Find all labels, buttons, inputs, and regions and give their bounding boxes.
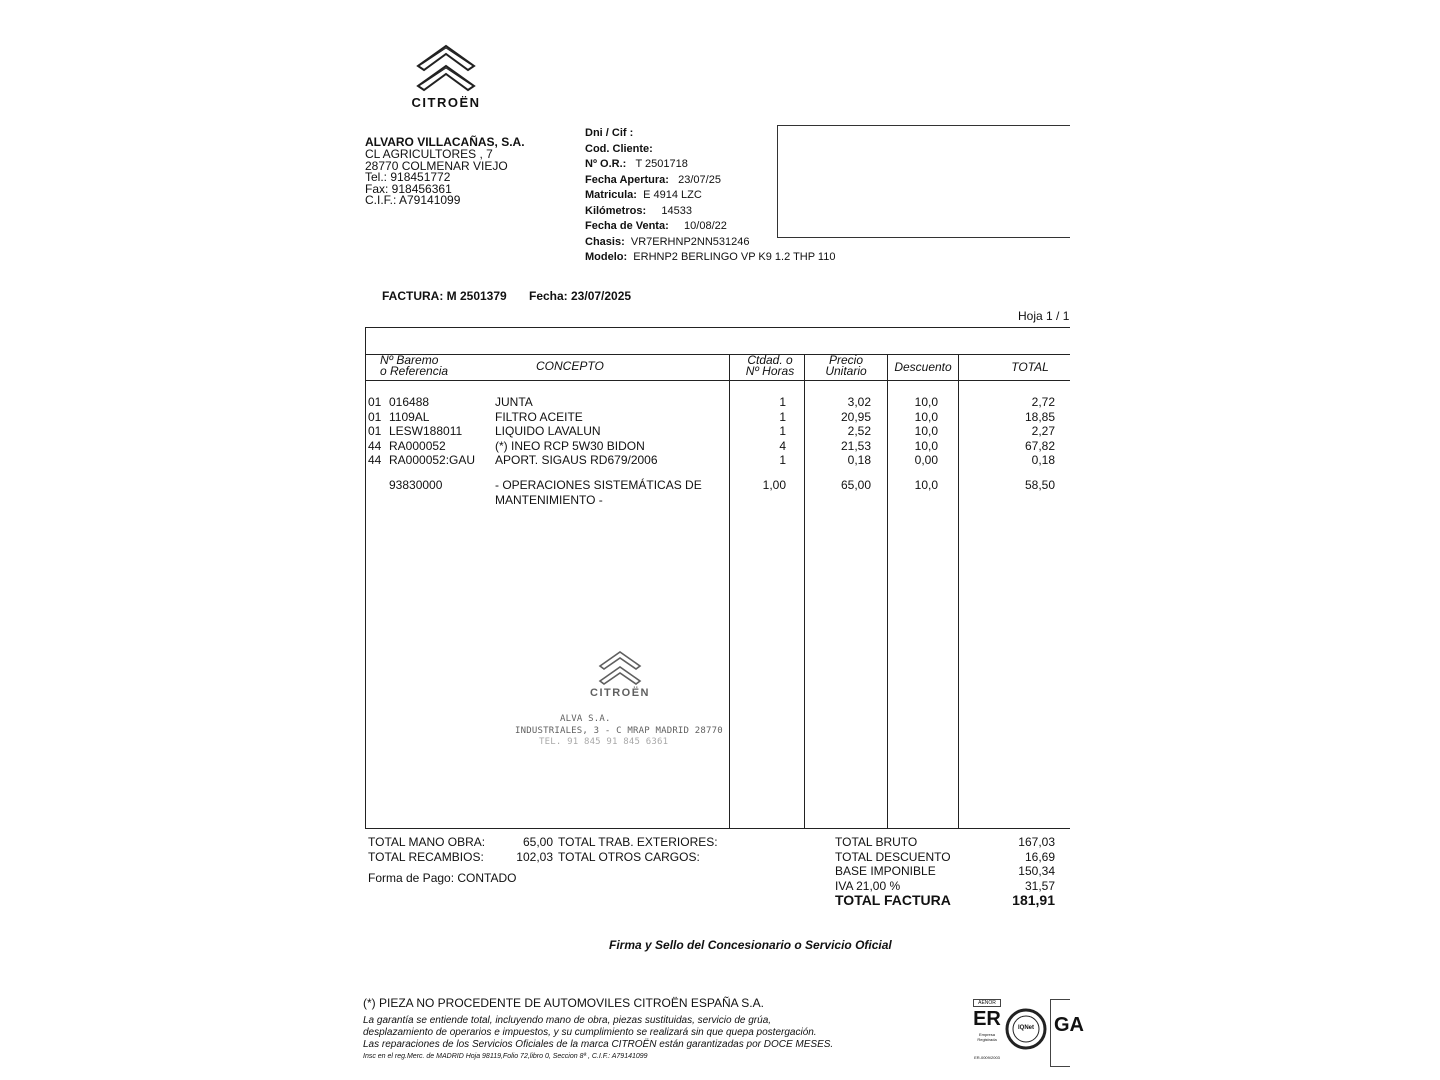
non-original-parts-notice: (*) PIEZA NO PROCEDENTE DE AUTOMOVILES CITROËN ESPAÑA S.A. — [363, 996, 764, 1010]
header-quantity: Ctdad. o Nº Horas — [745, 353, 795, 378]
item-concept: APORT. SIGAUS RD679/2006 — [495, 453, 658, 467]
item-code: 01 — [368, 395, 382, 409]
table-row — [368, 424, 1058, 439]
item-discount: 10,0 — [914, 395, 938, 409]
parts-total-value: 102,03 — [516, 850, 553, 864]
item-total: 2,72 — [1031, 395, 1055, 409]
item-concept: LIQUIDO LAVALUN — [495, 424, 601, 438]
item-qty: 1 — [779, 453, 786, 467]
item-concept: FILTRO ACEITE — [495, 409, 583, 424]
item-concept: JUNTA — [495, 395, 533, 409]
item-total: 67,82 — [1024, 438, 1055, 453]
client-address-box — [777, 125, 1070, 238]
item-ref: 016488 — [389, 395, 430, 409]
vehicle-row-sale-date: Fecha de Venta: 10/08/22 — [585, 220, 727, 232]
item-price: 20,95 — [840, 409, 871, 424]
discount-total-label: TOTAL DESCUENTO — [835, 849, 951, 864]
labor-concept-line1: - OPERACIONES SISTEMÁTICAS DE — [495, 478, 702, 492]
gross-total-value: 167,03 — [1018, 835, 1055, 849]
invoice-number: FACTURA: M 2501379 — [382, 289, 507, 303]
dealer-name: ALVARO VILLACAÑAS, S.A. — [365, 135, 525, 149]
vehicle-row-chassis: Chasis: VR7ERHNP2NN531246 — [585, 235, 750, 248]
table-top-line — [365, 327, 1070, 328]
header-unit-price: Precio Unitario — [825, 353, 867, 378]
tax-base-value: 150,34 — [1018, 864, 1055, 878]
vat-value: 31,57 — [1024, 878, 1055, 893]
dealer-stamp — [505, 648, 730, 758]
page-indicator: Hoja 1 / 1 — [1018, 309, 1070, 323]
table-bottom-line — [365, 828, 1070, 829]
dealer-cif: C.I.F.: A79141099 — [365, 193, 461, 207]
dealer-tel: Tel.: 918451772 — [365, 170, 451, 184]
er-code: ER-0009/2003 — [974, 1055, 1000, 1060]
item-code: 01 — [368, 409, 382, 424]
vat-label: IVA 21,00 % — [835, 878, 901, 893]
item-concept: (*) INEO RCP 5W30 BIDON — [495, 438, 645, 453]
vehicle-row-km: Kilómetros: 14533 — [585, 204, 692, 217]
item-qty: 1 — [779, 424, 786, 438]
item-ref: RA000052:GAU — [389, 453, 476, 467]
labor-price: 65,00 — [840, 478, 871, 492]
invoice-total-label: TOTAL FACTURA — [835, 892, 951, 908]
other-charges-label: TOTAL OTROS CARGOS: — [558, 850, 700, 864]
table-row — [368, 410, 1058, 425]
labor-total-label: TOTAL MANO OBRA: — [368, 835, 486, 849]
vehicle-row-or: Nº O.R.: T 2501718 — [585, 158, 688, 170]
item-qty: 1 — [779, 395, 786, 409]
signature-caption: Firma y Sello del Concesionario o Servicio Oficial — [609, 938, 892, 952]
gross-total-label: TOTAL BRUTO — [835, 835, 918, 849]
vehicle-row-plate: Matricula: E 4914 LZC — [585, 189, 702, 201]
warranty-line-1: La garantía se entiende total, incluyendo mano de obra, piezas sustituidas, servicio de grúa, — [363, 1015, 772, 1026]
stamp-wordmark: CITROËN — [590, 687, 650, 699]
citroen-logo — [398, 40, 494, 112]
registry-info: Insc en el reg.Merc. de MADRID Hoja 98119,Folio 72,libro 0, Seccion 8ª , C.I.F.: A79141099 — [363, 1053, 648, 1060]
item-total: 18,85 — [1024, 409, 1055, 424]
item-discount: 0,00 — [914, 453, 938, 467]
er-mark: ER — [973, 1008, 1001, 1030]
item-qty: 4 — [779, 438, 786, 453]
vehicle-row-opening-date: Fecha Apertura: 23/07/25 — [585, 173, 721, 186]
dealer-street: CL AGRICULTORES , 7 — [365, 147, 493, 161]
warranty-line-2: desplazamiento de operarios e impuestos, y su cumplimiento se realizará sin que quepa postergación. — [363, 1027, 817, 1038]
item-discount: 10,0 — [914, 409, 938, 424]
item-ref: 1109AL — [389, 409, 430, 424]
er-subtitle: Empresa Registrada — [977, 1032, 997, 1042]
labor-total-value: 65,00 — [522, 835, 553, 849]
item-code: 44 — [368, 438, 382, 453]
ga-mark: GA — [1054, 1014, 1084, 1036]
table-row — [368, 395, 1058, 410]
warranty-line-3: Las reparaciones de los Servicios Oficiales de la marca CITROËN están garantizadas por DOCE MESES. — [363, 1039, 834, 1050]
stamp-line-3: TEL. 91 845 91 845 6361 — [539, 737, 669, 747]
item-qty: 1 — [779, 409, 786, 424]
citroen-chevrons-icon — [398, 40, 494, 96]
item-ref: LESW188011 — [389, 424, 463, 438]
invoice-date: Fecha: 23/07/2025 — [529, 289, 632, 303]
external-work-label: TOTAL TRAB. EXTERIORES: — [558, 835, 718, 849]
vehicle-row-client-code: Cod. Cliente: — [585, 142, 653, 155]
item-ref: RA000052 — [389, 438, 446, 453]
dealer-block — [365, 135, 525, 207]
aenor-er-seal — [973, 999, 1001, 1065]
item-total: 2,27 — [1031, 424, 1055, 438]
labor-total: 58,50 — [1024, 478, 1055, 492]
tax-base-label: BASE IMPONIBLE — [835, 864, 936, 878]
stamp-chevrons-icon — [590, 648, 650, 688]
discount-total-value: 16,69 — [1024, 849, 1055, 864]
table-header-bottom-line — [365, 380, 1070, 381]
stamp-line-2: INDUSTRIALES, 3 - C MRAP MADRID 28770 — [515, 726, 723, 736]
labor-qty: 1,00 — [762, 478, 786, 492]
item-price: 21,53 — [840, 438, 871, 453]
labor-ref: 93830000 — [389, 478, 443, 492]
invoice-total-value: 181,91 — [1012, 892, 1055, 908]
item-price: 3,02 — [847, 395, 871, 409]
table-row — [368, 439, 1058, 454]
item-code: 44 — [368, 453, 382, 467]
vehicle-row-model: Modelo: ERHNP2 BERLINGO VP K9 1.2 THP 110 — [585, 251, 836, 263]
stamp-line-1: ALVA S.A. — [560, 714, 611, 724]
brand-wordmark: CITROËN — [411, 95, 481, 110]
header-concept: CONCEPTO — [536, 359, 604, 373]
gestion-ambiental-seal — [1050, 999, 1084, 1067]
item-price: 0,18 — [847, 453, 871, 467]
item-price: 2,52 — [847, 424, 871, 438]
aenor-label: AENOR — [973, 999, 1001, 1007]
dealer-fax: Fax: 918456361 — [365, 181, 452, 196]
header-discount: Descuento — [894, 360, 952, 374]
dealer-city: 28770 COLMENAR VIEJO — [365, 158, 508, 173]
item-code: 01 — [368, 424, 382, 438]
header-reference: Nº Baremo o Referencia — [380, 353, 449, 378]
table-left-line — [365, 327, 366, 828]
item-total: 0,18 — [1031, 453, 1055, 467]
iqnet-label: IQNet — [1017, 1025, 1034, 1031]
labor-discount: 10,0 — [914, 478, 938, 492]
item-discount: 10,0 — [914, 424, 938, 438]
item-discount: 10,0 — [914, 438, 938, 453]
vehicle-row-dni: Dni / Cif : — [585, 127, 634, 139]
header-total: TOTAL — [1011, 360, 1049, 374]
table-header-top-line — [365, 354, 1070, 355]
labor-row — [368, 478, 1058, 508]
labor-concept-line2: MANTENIMIENTO - — [495, 492, 603, 507]
table-row — [368, 453, 1058, 468]
iqnet-seal — [1005, 1006, 1047, 1052]
parts-total-label: TOTAL RECAMBIOS: — [368, 850, 484, 864]
payment-method: Forma de Pago: CONTADO — [368, 871, 517, 885]
